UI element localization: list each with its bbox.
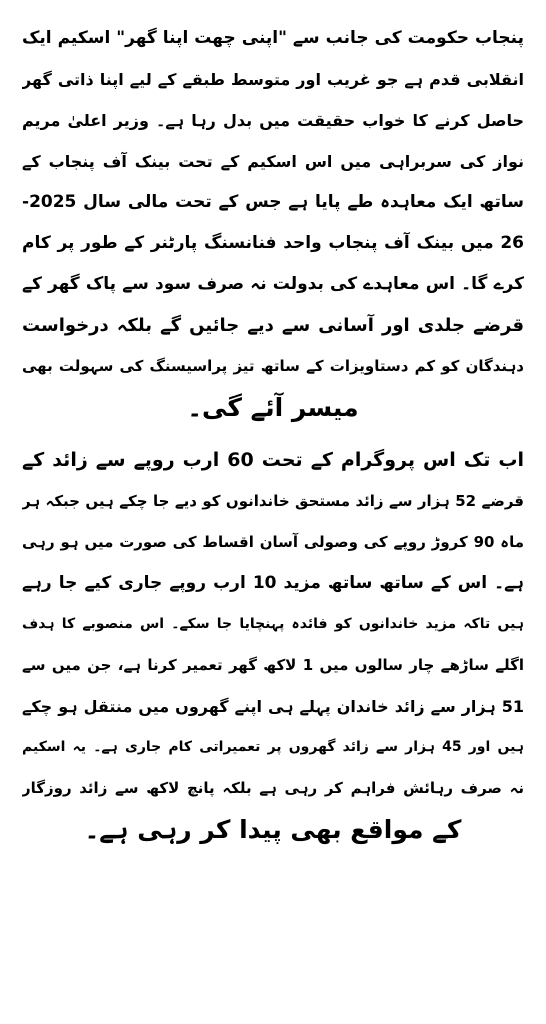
text-line: 51 ہزار سے زائد خاندان پہلے ہی اپنے گھروں میں منتقل ہو چکے — [22, 697, 524, 716]
text-line: اب تک اس پروگرام کے تحت 60 ارب روپے سے زائد کے — [22, 449, 524, 471]
text-line: ہے۔ اس کے ساتھ ساتھ مزید 10 ارب روپے جاری کیے جا رہے — [22, 573, 524, 593]
text-line: قرضے 52 ہزار سے زائد مستحق خاندانوں کو دیے جا چکے ہیں جبکہ ہر — [22, 492, 524, 510]
text-line: ساتھ ایک معاہدہ طے پایا ہے جس کے تحت مالی سال 2025- — [22, 192, 524, 212]
text-line: نہ صرف رہائش فراہم کر رہی ہے بلکہ پانچ لاکھ سے زائد روزگار — [22, 779, 524, 797]
text-line: کرے گا۔ اس معاہدے کی بدولت نہ صرف سود سے پاک گھر کے — [22, 274, 524, 294]
text-line: 26 میں بینک آف پنجاب واحد فنانسنگ پارٹنر کے طور پر کام — [22, 233, 524, 253]
text-line: ماہ 90 کروڑ روپے کی وصولی آسان اقساط کی صورت میں ہو رہی — [22, 533, 524, 551]
text-line: ہیں تاکہ مزید خاندانوں کو فائدہ پہنچایا جا سکے۔ اس منصوبے کا ہدف — [22, 616, 524, 632]
text-line: کے مواقع بھی پیدا کر رہی ہے۔ — [84, 815, 462, 844]
text-line: حاصل کرنے کا خواب حقیقت میں بدل رہا ہے۔ وزیر اعلیٰ مریم — [22, 111, 524, 130]
text-line: قرضے جلدی اور آسانی سے دیے جائیں گے بلکہ درخواست — [22, 315, 524, 336]
paragraph-1 — [22, 18, 524, 428]
text-line: میسر آئے گی۔ — [187, 393, 359, 422]
text-line: ہیں اور 45 ہزار سے زائد گھروں پر تعمیراتی کام جاری ہے۔ یہ اسکیم — [22, 739, 524, 755]
paragraph-2 — [22, 440, 524, 850]
text-line: اگلے ساڑھے چار سالوں میں 1 لاکھ گھر تعمیر کرنا ہے، جن میں سے — [22, 656, 524, 674]
text-line: دہندگان کو کم دستاویزات کے ساتھ تیز پراسیسنگ کی سہولت بھی — [22, 357, 524, 375]
text-line: انقلابی قدم ہے جو غریب اور متوسط طبقے کے لیے اپنا ذاتی گھر — [22, 70, 524, 89]
paragraph-gap — [22, 428, 524, 440]
text-line: پنجاب حکومت کی جانب سے "اپنی چھت اپنا گھر" اسکیم ایک — [22, 28, 524, 48]
text-line: نواز کی سربراہی میں اس اسکیم کے تحت بینک آف پنجاب کے — [22, 152, 524, 171]
